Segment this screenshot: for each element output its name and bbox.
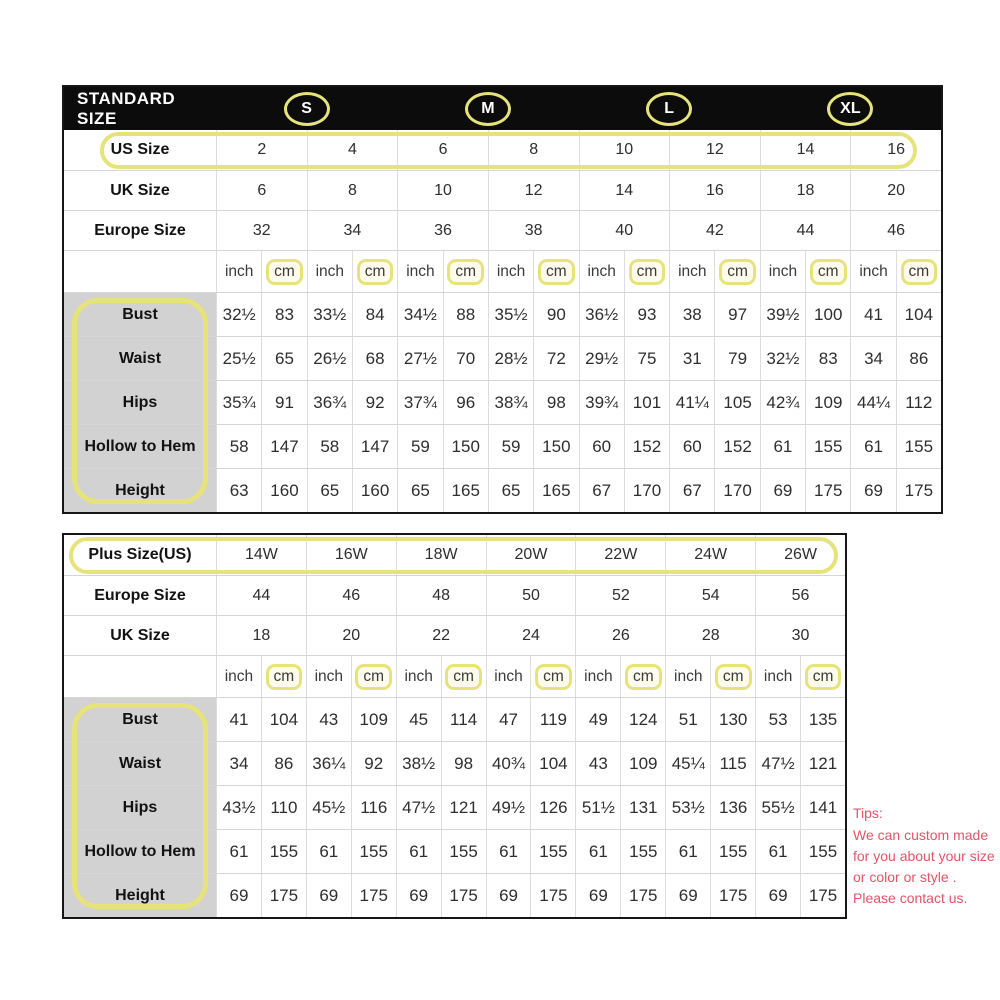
measurement-value-cell: 68 bbox=[352, 337, 397, 380]
measurement-value-cell: 84 bbox=[352, 293, 397, 336]
size-row-label: US Size bbox=[110, 141, 170, 158]
size-conversion-row bbox=[64, 615, 845, 655]
measurement-value-cell: 121 bbox=[441, 786, 486, 829]
size-conversion-row bbox=[64, 170, 941, 210]
size-value-cell: 50 bbox=[486, 576, 576, 615]
measurement-value-cell: 61 bbox=[755, 830, 800, 873]
unit-inch-cell: inch bbox=[755, 656, 800, 697]
unit-cm-cell bbox=[710, 656, 755, 697]
measurement-value-cell: 42¾ bbox=[760, 381, 805, 424]
size-value-cell: 8 bbox=[488, 130, 579, 170]
measurement-value-cell: 41¼ bbox=[669, 381, 714, 424]
measurement-value-cell: 155 bbox=[530, 830, 575, 873]
measurement-label: Height bbox=[64, 469, 216, 512]
measurement-row bbox=[64, 468, 941, 512]
measurement-value-cell: 67 bbox=[579, 469, 624, 512]
measurement-value-cell: 72 bbox=[533, 337, 578, 380]
measurement-label: Hollow to Hem bbox=[64, 425, 216, 468]
unit-inch-cell: inch bbox=[669, 251, 714, 292]
cm-highlight-badge: cm bbox=[445, 664, 482, 690]
measurement-value-cell: 86 bbox=[261, 742, 306, 785]
size-value-cell: 40 bbox=[579, 211, 670, 250]
measurement-value-cell: 35¾ bbox=[216, 381, 261, 424]
standard-size-title: STANDARD SIZE bbox=[77, 88, 176, 128]
measurement-value-cell: 109 bbox=[351, 698, 396, 741]
measurement-value-cell: 61 bbox=[486, 830, 531, 873]
standard-size-header-bar bbox=[64, 87, 941, 130]
measurement-value-cell: 91 bbox=[261, 381, 306, 424]
measurement-value-cell: 160 bbox=[352, 469, 397, 512]
measurement-value-cell: 49 bbox=[575, 698, 620, 741]
cm-highlight-badge: cm bbox=[357, 259, 394, 285]
measurement-value-cell: 59 bbox=[488, 425, 533, 468]
measurement-value-cell: 65 bbox=[261, 337, 306, 380]
size-group-circle: L bbox=[646, 92, 692, 126]
measurement-value-cell: 59 bbox=[397, 425, 442, 468]
measurement-value-cell: 63 bbox=[216, 469, 261, 512]
measurement-value-cell: 36½ bbox=[579, 293, 624, 336]
measurement-value-cell: 104 bbox=[261, 698, 306, 741]
cm-highlight-badge: cm bbox=[447, 259, 484, 285]
unit-cm-cell bbox=[800, 656, 845, 697]
measurement-label: Bust bbox=[64, 698, 216, 741]
unit-row bbox=[64, 250, 941, 292]
measurement-label: Waist bbox=[64, 337, 216, 380]
unit-cm-cell bbox=[530, 656, 575, 697]
measurement-value-cell: 155 bbox=[261, 830, 306, 873]
measurement-value-cell: 53 bbox=[755, 698, 800, 741]
measurement-value-cell: 28½ bbox=[488, 337, 533, 380]
measurement-value-cell: 98 bbox=[533, 381, 578, 424]
cm-highlight-badge: cm bbox=[535, 664, 572, 690]
measurement-value-cell: 170 bbox=[624, 469, 669, 512]
measurement-value-cell: 69 bbox=[755, 874, 800, 917]
measurement-value-cell: 79 bbox=[714, 337, 759, 380]
measurement-value-cell: 39½ bbox=[760, 293, 805, 336]
size-value-cell: 22W bbox=[575, 535, 665, 575]
measurement-value-cell: 110 bbox=[261, 786, 306, 829]
measurement-value-cell: 40¾ bbox=[486, 742, 531, 785]
measurement-value-cell: 33½ bbox=[307, 293, 352, 336]
measurement-value-cell: 43 bbox=[306, 698, 351, 741]
measurement-label: Bust bbox=[64, 293, 216, 336]
measurement-value-cell: 152 bbox=[714, 425, 759, 468]
unit-cm-cell bbox=[896, 251, 941, 292]
measurement-value-cell: 41 bbox=[216, 698, 261, 741]
measurement-value-cell: 61 bbox=[306, 830, 351, 873]
measurement-row bbox=[64, 380, 941, 424]
measurement-value-cell: 175 bbox=[620, 874, 665, 917]
measurement-value-cell: 44¼ bbox=[850, 381, 895, 424]
size-value-cell: 8 bbox=[307, 171, 398, 210]
measurement-value-cell: 38½ bbox=[396, 742, 441, 785]
size-value-cell: 2 bbox=[216, 130, 307, 170]
measurement-value-cell: 38 bbox=[669, 293, 714, 336]
measurement-value-cell: 155 bbox=[351, 830, 396, 873]
standard-size-table bbox=[62, 85, 943, 514]
measurement-value-cell: 65 bbox=[397, 469, 442, 512]
unit-cm-cell bbox=[620, 656, 665, 697]
measurement-value-cell: 37¾ bbox=[397, 381, 442, 424]
size-value-cell: 18 bbox=[760, 171, 851, 210]
plus-size-table bbox=[62, 533, 847, 919]
measurement-value-cell: 34 bbox=[216, 742, 261, 785]
measurement-value-cell: 36¾ bbox=[307, 381, 352, 424]
unit-cm-cell bbox=[443, 251, 488, 292]
measurement-value-cell: 116 bbox=[351, 786, 396, 829]
measurement-row bbox=[64, 292, 941, 336]
cm-highlight-badge: cm bbox=[901, 259, 938, 285]
measurement-value-cell: 175 bbox=[351, 874, 396, 917]
measurement-value-cell: 61 bbox=[850, 425, 895, 468]
measurement-value-cell: 115 bbox=[710, 742, 755, 785]
unit-cm-cell bbox=[351, 656, 396, 697]
measurement-value-cell: 155 bbox=[620, 830, 665, 873]
measurement-value-cell: 165 bbox=[443, 469, 488, 512]
measurement-value-cell: 70 bbox=[443, 337, 488, 380]
measurement-value-cell: 98 bbox=[441, 742, 486, 785]
measurement-value-cell: 69 bbox=[306, 874, 351, 917]
measurement-label: Hollow to Hem bbox=[64, 830, 216, 873]
size-value-cell: 34 bbox=[307, 211, 398, 250]
measurement-value-cell: 88 bbox=[443, 293, 488, 336]
size-group-cell bbox=[579, 92, 760, 126]
cm-highlight-badge: cm bbox=[266, 259, 303, 285]
measurement-value-cell: 25½ bbox=[216, 337, 261, 380]
size-value-cell: 20W bbox=[486, 535, 576, 575]
measurement-value-cell: 27½ bbox=[397, 337, 442, 380]
unit-cm-cell bbox=[441, 656, 486, 697]
measurement-value-cell: 83 bbox=[805, 337, 850, 380]
measurement-label: Hips bbox=[64, 381, 216, 424]
measurement-value-cell: 36¼ bbox=[306, 742, 351, 785]
size-value-cell: 46 bbox=[306, 576, 396, 615]
measurement-value-cell: 152 bbox=[624, 425, 669, 468]
measurement-value-cell: 147 bbox=[352, 425, 397, 468]
measurement-value-cell: 175 bbox=[800, 874, 845, 917]
cm-highlight-badge: cm bbox=[810, 259, 847, 285]
measurement-value-cell: 141 bbox=[800, 786, 845, 829]
measurement-value-cell: 65 bbox=[488, 469, 533, 512]
unit-inch-cell: inch bbox=[396, 656, 441, 697]
measurement-value-cell: 60 bbox=[579, 425, 624, 468]
unit-inch-cell: inch bbox=[397, 251, 442, 292]
measurement-value-cell: 58 bbox=[307, 425, 352, 468]
measurement-row bbox=[64, 424, 941, 468]
measurement-value-cell: 124 bbox=[620, 698, 665, 741]
size-value-cell: 48 bbox=[396, 576, 486, 615]
measurement-value-cell: 34½ bbox=[397, 293, 442, 336]
measurement-value-cell: 43 bbox=[575, 742, 620, 785]
measurement-value-cell: 109 bbox=[620, 742, 665, 785]
size-conversion-row bbox=[64, 130, 941, 170]
size-row-label: Europe Size bbox=[94, 221, 186, 239]
measurement-value-cell: 55½ bbox=[755, 786, 800, 829]
size-value-cell: 24W bbox=[665, 535, 755, 575]
measurement-value-cell: 135 bbox=[800, 698, 845, 741]
cm-highlight-badge: cm bbox=[629, 259, 666, 285]
measurement-value-cell: 92 bbox=[351, 742, 396, 785]
unit-inch-cell: inch bbox=[216, 656, 261, 697]
size-value-cell: 12 bbox=[488, 171, 579, 210]
measurement-value-cell: 170 bbox=[714, 469, 759, 512]
size-group-cell bbox=[760, 92, 941, 126]
measurement-value-cell: 101 bbox=[624, 381, 669, 424]
measurement-value-cell: 155 bbox=[710, 830, 755, 873]
measurement-block bbox=[64, 697, 845, 917]
size-value-cell: 44 bbox=[760, 211, 851, 250]
measurement-value-cell: 175 bbox=[441, 874, 486, 917]
size-value-cell: 12 bbox=[669, 130, 760, 170]
tips-title: Tips: bbox=[853, 805, 883, 821]
size-group-circle: XL bbox=[827, 92, 873, 126]
measurement-block bbox=[64, 292, 941, 512]
size-value-cell: 20 bbox=[850, 171, 941, 210]
unit-inch-cell: inch bbox=[307, 251, 352, 292]
size-value-cell: 6 bbox=[216, 171, 307, 210]
measurement-value-cell: 53½ bbox=[665, 786, 710, 829]
measurement-value-cell: 119 bbox=[530, 698, 575, 741]
measurement-value-cell: 61 bbox=[575, 830, 620, 873]
size-value-cell: 42 bbox=[669, 211, 760, 250]
measurement-value-cell: 69 bbox=[486, 874, 531, 917]
size-conversion-row bbox=[64, 210, 941, 250]
measurement-value-cell: 61 bbox=[396, 830, 441, 873]
size-value-cell: 16 bbox=[850, 130, 941, 170]
measurement-value-cell: 175 bbox=[710, 874, 755, 917]
unit-inch-cell: inch bbox=[760, 251, 805, 292]
measurement-value-cell: 61 bbox=[665, 830, 710, 873]
size-value-cell: 14W bbox=[216, 535, 306, 575]
measurement-value-cell: 126 bbox=[530, 786, 575, 829]
size-row-label: Europe Size bbox=[94, 586, 186, 604]
measurement-value-cell: 100 bbox=[805, 293, 850, 336]
size-value-cell: 32 bbox=[216, 211, 307, 250]
measurement-row bbox=[64, 873, 845, 917]
unit-inch-cell: inch bbox=[579, 251, 624, 292]
measurement-label: Height bbox=[64, 874, 216, 917]
measurement-value-cell: 65 bbox=[307, 469, 352, 512]
size-value-cell: 20 bbox=[306, 616, 396, 655]
size-row-label: Plus Size(US) bbox=[88, 546, 192, 563]
measurement-value-cell: 93 bbox=[624, 293, 669, 336]
measurement-value-cell: 104 bbox=[530, 742, 575, 785]
measurement-value-cell: 155 bbox=[896, 425, 941, 468]
size-value-cell: 18W bbox=[396, 535, 486, 575]
measurement-value-cell: 61 bbox=[760, 425, 805, 468]
measurement-value-cell: 69 bbox=[396, 874, 441, 917]
size-value-cell: 28 bbox=[665, 616, 755, 655]
measurement-value-cell: 49½ bbox=[486, 786, 531, 829]
size-row-label: UK Size bbox=[110, 181, 170, 199]
unit-row-empty-label bbox=[64, 251, 216, 292]
unit-inch-cell: inch bbox=[575, 656, 620, 697]
measurement-value-cell: 69 bbox=[760, 469, 805, 512]
cm-highlight-badge: cm bbox=[625, 664, 662, 690]
size-value-cell: 30 bbox=[755, 616, 845, 655]
size-value-cell: 54 bbox=[665, 576, 755, 615]
measurement-value-cell: 43½ bbox=[216, 786, 261, 829]
measurement-value-cell: 147 bbox=[261, 425, 306, 468]
size-value-cell: 36 bbox=[397, 211, 488, 250]
size-conversion-row bbox=[64, 575, 845, 615]
unit-inch-cell: inch bbox=[488, 251, 533, 292]
measurement-value-cell: 45¼ bbox=[665, 742, 710, 785]
measurement-value-cell: 83 bbox=[261, 293, 306, 336]
size-value-cell: 38 bbox=[488, 211, 579, 250]
measurement-value-cell: 114 bbox=[441, 698, 486, 741]
size-value-cell: 10 bbox=[579, 130, 670, 170]
measurement-value-cell: 96 bbox=[443, 381, 488, 424]
size-value-cell: 22 bbox=[396, 616, 486, 655]
measurement-value-cell: 51 bbox=[665, 698, 710, 741]
measurement-value-cell: 155 bbox=[805, 425, 850, 468]
measurement-value-cell: 105 bbox=[714, 381, 759, 424]
measurement-value-cell: 69 bbox=[575, 874, 620, 917]
measurement-value-cell: 38¾ bbox=[488, 381, 533, 424]
measurement-row bbox=[64, 829, 845, 873]
measurement-value-cell: 92 bbox=[352, 381, 397, 424]
measurement-label: Waist bbox=[64, 742, 216, 785]
measurement-row bbox=[64, 741, 845, 785]
measurement-value-cell: 175 bbox=[261, 874, 306, 917]
measurement-value-cell: 61 bbox=[216, 830, 261, 873]
unit-row-empty-label bbox=[64, 656, 216, 697]
measurement-value-cell: 155 bbox=[800, 830, 845, 873]
measurement-value-cell: 160 bbox=[261, 469, 306, 512]
measurement-value-cell: 29½ bbox=[579, 337, 624, 380]
measurement-value-cell: 51½ bbox=[575, 786, 620, 829]
measurement-value-cell: 47½ bbox=[755, 742, 800, 785]
unit-inch-cell: inch bbox=[486, 656, 531, 697]
size-value-cell: 46 bbox=[850, 211, 941, 250]
measurement-value-cell: 69 bbox=[665, 874, 710, 917]
cm-highlight-badge: cm bbox=[538, 259, 575, 285]
size-group-cell bbox=[397, 92, 578, 126]
unit-cm-cell bbox=[624, 251, 669, 292]
measurement-value-cell: 35½ bbox=[488, 293, 533, 336]
measurement-value-cell: 150 bbox=[533, 425, 578, 468]
size-value-cell: 16 bbox=[669, 171, 760, 210]
unit-cm-cell bbox=[533, 251, 578, 292]
measurement-value-cell: 104 bbox=[896, 293, 941, 336]
size-conversion-row bbox=[64, 535, 845, 575]
size-value-cell: 44 bbox=[216, 576, 306, 615]
cm-highlight-badge: cm bbox=[719, 259, 756, 285]
measurement-value-cell: 32½ bbox=[760, 337, 805, 380]
tips-line: Please contact us. bbox=[853, 890, 968, 906]
size-value-cell: 10 bbox=[397, 171, 488, 210]
cm-highlight-badge: cm bbox=[355, 664, 392, 690]
unit-cm-cell bbox=[261, 656, 306, 697]
measurement-value-cell: 69 bbox=[850, 469, 895, 512]
size-value-cell: 52 bbox=[575, 576, 665, 615]
cm-highlight-badge: cm bbox=[715, 664, 752, 690]
tips-note bbox=[853, 803, 995, 909]
measurement-label: Hips bbox=[64, 786, 216, 829]
size-value-cell: 6 bbox=[397, 130, 488, 170]
measurement-value-cell: 165 bbox=[533, 469, 578, 512]
measurement-value-cell: 39¾ bbox=[579, 381, 624, 424]
measurement-value-cell: 26½ bbox=[307, 337, 352, 380]
size-value-cell: 56 bbox=[755, 576, 845, 615]
size-value-cell: 16W bbox=[306, 535, 396, 575]
size-group-circle: S bbox=[284, 92, 330, 126]
measurement-value-cell: 130 bbox=[710, 698, 755, 741]
unit-cm-cell bbox=[352, 251, 397, 292]
measurement-row bbox=[64, 697, 845, 741]
measurement-value-cell: 47 bbox=[486, 698, 531, 741]
size-value-cell: 14 bbox=[579, 171, 670, 210]
measurement-value-cell: 41 bbox=[850, 293, 895, 336]
measurement-value-cell: 121 bbox=[800, 742, 845, 785]
cm-highlight-badge: cm bbox=[805, 664, 842, 690]
unit-inch-cell: inch bbox=[306, 656, 351, 697]
measurement-value-cell: 112 bbox=[896, 381, 941, 424]
size-value-cell: 14 bbox=[760, 130, 851, 170]
size-group-circle: M bbox=[465, 92, 511, 126]
measurement-value-cell: 58 bbox=[216, 425, 261, 468]
tips-line: We can custom made bbox=[853, 827, 989, 843]
size-value-cell: 24 bbox=[486, 616, 576, 655]
measurement-value-cell: 109 bbox=[805, 381, 850, 424]
measurement-value-cell: 60 bbox=[669, 425, 714, 468]
unit-cm-cell bbox=[714, 251, 759, 292]
measurement-value-cell: 175 bbox=[896, 469, 941, 512]
measurement-value-cell: 86 bbox=[896, 337, 941, 380]
unit-inch-cell: inch bbox=[216, 251, 261, 292]
measurement-value-cell: 31 bbox=[669, 337, 714, 380]
unit-inch-cell: inch bbox=[665, 656, 710, 697]
measurement-value-cell: 136 bbox=[710, 786, 755, 829]
unit-cm-cell bbox=[805, 251, 850, 292]
measurement-value-cell: 90 bbox=[533, 293, 578, 336]
tips-line: for you about your size bbox=[853, 848, 995, 864]
measurement-value-cell: 45½ bbox=[306, 786, 351, 829]
unit-row bbox=[64, 655, 845, 697]
measurement-value-cell: 131 bbox=[620, 786, 665, 829]
size-row-label: UK Size bbox=[110, 626, 170, 644]
measurement-value-cell: 155 bbox=[441, 830, 486, 873]
size-value-cell: 26 bbox=[575, 616, 665, 655]
measurement-value-cell: 47½ bbox=[396, 786, 441, 829]
unit-cm-cell bbox=[261, 251, 306, 292]
measurement-row bbox=[64, 785, 845, 829]
measurement-value-cell: 150 bbox=[443, 425, 488, 468]
measurement-value-cell: 75 bbox=[624, 337, 669, 380]
measurement-value-cell: 97 bbox=[714, 293, 759, 336]
tips-line: or color or style . bbox=[853, 869, 957, 885]
size-value-cell: 4 bbox=[307, 130, 398, 170]
measurement-row bbox=[64, 336, 941, 380]
cm-highlight-badge: cm bbox=[266, 664, 303, 690]
unit-inch-cell: inch bbox=[850, 251, 895, 292]
measurement-value-cell: 45 bbox=[396, 698, 441, 741]
measurement-value-cell: 69 bbox=[216, 874, 261, 917]
size-value-cell: 18 bbox=[216, 616, 306, 655]
measurement-value-cell: 34 bbox=[850, 337, 895, 380]
size-group-cell bbox=[216, 92, 397, 126]
measurement-value-cell: 67 bbox=[669, 469, 714, 512]
size-value-cell: 26W bbox=[755, 535, 845, 575]
measurement-value-cell: 175 bbox=[805, 469, 850, 512]
measurement-value-cell: 32½ bbox=[216, 293, 261, 336]
measurement-value-cell: 175 bbox=[530, 874, 575, 917]
